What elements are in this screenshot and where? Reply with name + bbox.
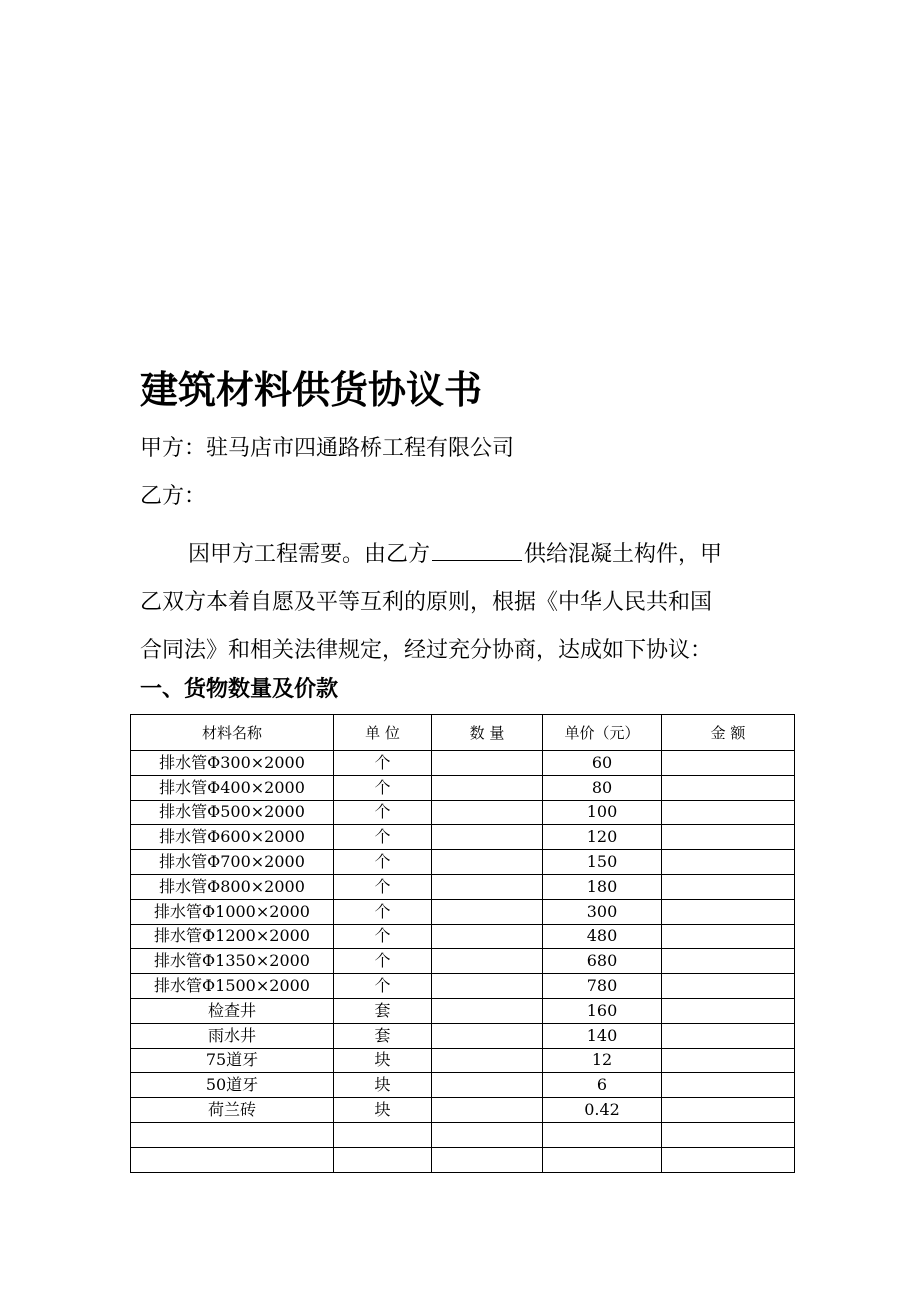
- cell-unit-price: 160: [543, 998, 662, 1023]
- party-a-line: 甲方：驻马店市四通路桥工程有限公司: [140, 436, 515, 461]
- cell-material-name: 检查井: [131, 998, 334, 1023]
- table-row: [131, 974, 795, 999]
- cell-amount: [662, 775, 795, 800]
- cell-unit: 个: [334, 850, 432, 875]
- cell-unit-price: 680: [543, 949, 662, 974]
- cell-quantity: [432, 775, 543, 800]
- cell-amount: [662, 899, 795, 924]
- header-amount: 金 额: [662, 715, 795, 751]
- header-unit-price: 单价（元）: [543, 715, 662, 751]
- table-row: [131, 800, 795, 825]
- cell-material-name: 50道牙: [131, 1073, 334, 1098]
- cell-quantity: [432, 1073, 543, 1098]
- table-row: [131, 1098, 795, 1123]
- cell-unit: 块: [334, 1098, 432, 1123]
- intro-paragraph: [140, 531, 785, 675]
- cell-unit: 个: [334, 751, 432, 776]
- intro-line-1: [140, 531, 785, 579]
- cell-material-name: 排水管Φ800×2000: [131, 874, 334, 899]
- cell-material-name: [131, 1122, 334, 1147]
- cell-material-name: 排水管Φ600×2000: [131, 825, 334, 850]
- cell-quantity: [432, 874, 543, 899]
- cell-quantity: [432, 924, 543, 949]
- cell-material-name: [131, 1147, 334, 1172]
- cell-unit-price: 300: [543, 899, 662, 924]
- cell-quantity: [432, 1098, 543, 1123]
- cell-unit: 个: [334, 924, 432, 949]
- intro-text-part1: 因甲方工程需要。由乙方: [188, 542, 431, 567]
- intro-text-part2: 供给混凝土构件，甲: [524, 542, 723, 567]
- cell-amount: [662, 1147, 795, 1172]
- cell-quantity: [432, 998, 543, 1023]
- cell-unit-price: [543, 1147, 662, 1172]
- cell-unit: 套: [334, 1023, 432, 1048]
- cell-amount: [662, 924, 795, 949]
- cell-amount: [662, 751, 795, 776]
- cell-quantity: [432, 1147, 543, 1172]
- supplier-blank-line: [432, 538, 522, 561]
- cell-material-name: 排水管Φ1000×2000: [131, 899, 334, 924]
- header-material-name: 材料名称: [131, 715, 334, 751]
- table-header-row: [131, 715, 795, 751]
- cell-amount: [662, 1048, 795, 1073]
- table-row: [131, 751, 795, 776]
- cell-unit-price: 780: [543, 974, 662, 999]
- cell-material-name: 排水管Φ400×2000: [131, 775, 334, 800]
- cell-unit: 套: [334, 998, 432, 1023]
- table-row: [131, 949, 795, 974]
- cell-quantity: [432, 1023, 543, 1048]
- table-row: [131, 1048, 795, 1073]
- cell-unit: 个: [334, 899, 432, 924]
- cell-amount: [662, 1122, 795, 1147]
- cell-amount: [662, 800, 795, 825]
- cell-unit-price: 6: [543, 1073, 662, 1098]
- cell-material-name: 排水管Φ1500×2000: [131, 974, 334, 999]
- cell-amount: [662, 949, 795, 974]
- cell-unit: [334, 1122, 432, 1147]
- cell-quantity: [432, 751, 543, 776]
- intro-line-2: 乙双方本着自愿及平等互利的原则，根据《中华人民共和国: [140, 590, 713, 615]
- cell-amount: [662, 825, 795, 850]
- cell-unit: 个: [334, 874, 432, 899]
- cell-amount: [662, 874, 795, 899]
- cell-unit: 个: [334, 974, 432, 999]
- cell-unit-price: 80: [543, 775, 662, 800]
- cell-material-name: 雨水井: [131, 1023, 334, 1048]
- cell-unit-price: 480: [543, 924, 662, 949]
- intro-line-3: 合同法》和相关法律规定，经过充分协商，达成如下协议：: [140, 638, 713, 663]
- header-unit: 单 位: [334, 715, 432, 751]
- table-row: [131, 998, 795, 1023]
- cell-unit-price: 180: [543, 874, 662, 899]
- goods-price-table: [130, 714, 795, 1173]
- cell-material-name: 排水管Φ300×2000: [131, 751, 334, 776]
- cell-unit: 个: [334, 775, 432, 800]
- cell-quantity: [432, 1122, 543, 1147]
- table-body: [131, 751, 795, 1173]
- section-heading-goods: 一、货物数量及价款: [140, 677, 339, 702]
- cell-quantity: [432, 850, 543, 875]
- cell-material-name: 荷兰砖: [131, 1098, 334, 1123]
- cell-quantity: [432, 974, 543, 999]
- cell-material-name: 排水管Φ500×2000: [131, 800, 334, 825]
- table-row: [131, 850, 795, 875]
- document-title: 建筑材料供货协议书: [140, 368, 483, 412]
- cell-quantity: [432, 899, 543, 924]
- cell-unit-price: 60: [543, 751, 662, 776]
- cell-material-name: 排水管Φ1200×2000: [131, 924, 334, 949]
- cell-amount: [662, 850, 795, 875]
- cell-quantity: [432, 949, 543, 974]
- table-row: [131, 1023, 795, 1048]
- table-row: [131, 1122, 795, 1147]
- cell-amount: [662, 974, 795, 999]
- table-row: [131, 775, 795, 800]
- table-row: [131, 924, 795, 949]
- table-row: [131, 899, 795, 924]
- table-row: [131, 825, 795, 850]
- table-row: [131, 1073, 795, 1098]
- cell-unit-price: 0.42: [543, 1098, 662, 1123]
- cell-quantity: [432, 825, 543, 850]
- cell-material-name: 排水管Φ1350×2000: [131, 949, 334, 974]
- cell-amount: [662, 1073, 795, 1098]
- cell-unit-price: 12: [543, 1048, 662, 1073]
- cell-unit-price: 150: [543, 850, 662, 875]
- cell-unit: [334, 1147, 432, 1172]
- cell-quantity: [432, 1048, 543, 1073]
- cell-unit: 块: [334, 1073, 432, 1098]
- cell-unit: 个: [334, 825, 432, 850]
- cell-quantity: [432, 800, 543, 825]
- cell-amount: [662, 1023, 795, 1048]
- table-row: [131, 1147, 795, 1172]
- table-row: [131, 874, 795, 899]
- cell-unit-price: [543, 1122, 662, 1147]
- cell-amount: [662, 1098, 795, 1123]
- cell-unit: 块: [334, 1048, 432, 1073]
- party-b-line: 乙方：: [140, 484, 207, 509]
- cell-unit-price: 120: [543, 825, 662, 850]
- cell-unit-price: 140: [543, 1023, 662, 1048]
- cell-material-name: 排水管Φ700×2000: [131, 850, 334, 875]
- cell-unit: 个: [334, 800, 432, 825]
- cell-unit-price: 100: [543, 800, 662, 825]
- header-quantity: 数 量: [432, 715, 543, 751]
- cell-amount: [662, 998, 795, 1023]
- cell-material-name: 75道牙: [131, 1048, 334, 1073]
- cell-unit: 个: [334, 949, 432, 974]
